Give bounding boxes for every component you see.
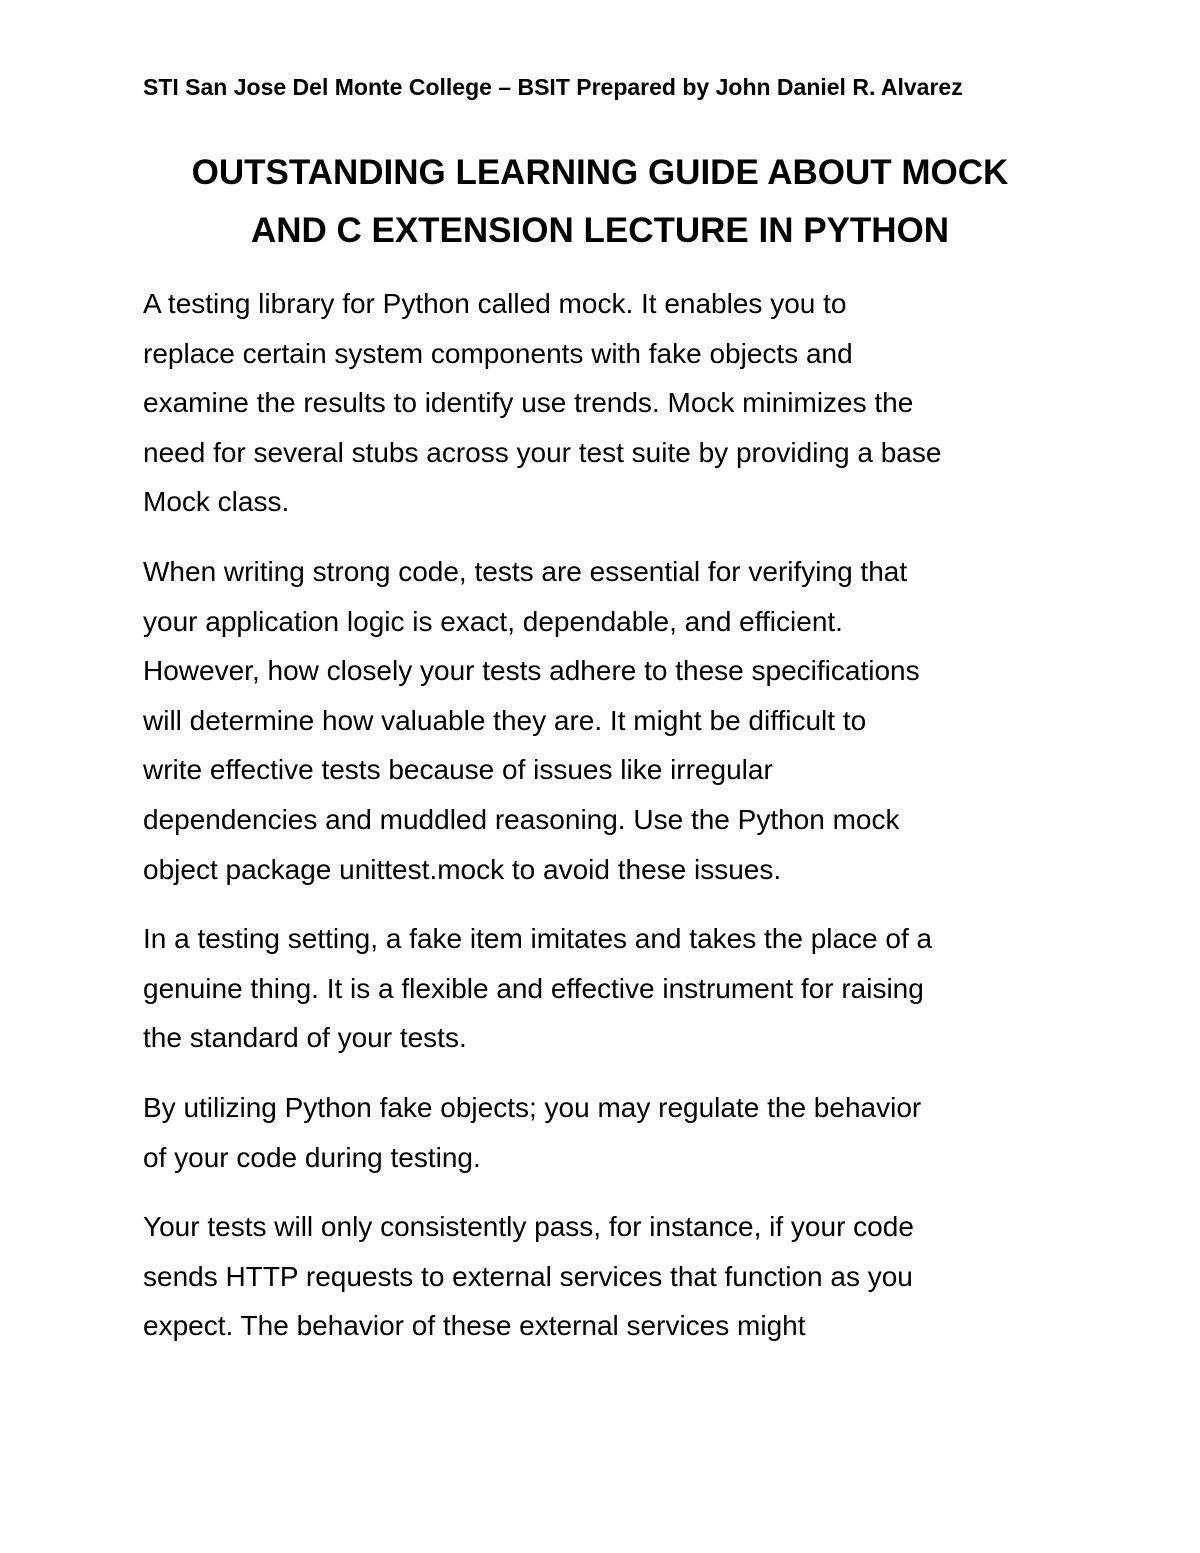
document-title: [100, 144, 1100, 260]
paragraph-2: [143, 547, 1068, 894]
paragraph-line: write effective tests because of issues like irregular: [143, 754, 773, 786]
paragraph-line: expect. The behavior of these external services might: [143, 1310, 806, 1342]
paragraph-line: dependencies and muddled reasoning. Use the Python mock: [143, 803, 900, 835]
paragraph-line: By utilizing Python fake objects; you may regulate the behavior: [143, 1091, 922, 1123]
paragraph-line: replace certain system components with fake objects and: [143, 337, 853, 369]
header-text: STI San Jose Del Monte College – BSIT Prepared by John Daniel R. Alvarez: [143, 74, 963, 100]
page-header: [143, 72, 1063, 102]
document-body: [143, 279, 1068, 1371]
paragraph-5: [143, 1202, 1068, 1351]
title-line: OUTSTANDING LEARNING GUIDE ABOUT MOCK: [191, 153, 1009, 192]
paragraph-line: of your code during testing.: [143, 1141, 481, 1173]
paragraph-1: [143, 279, 1068, 527]
paragraph-line: sends HTTP requests to external services that function as you: [143, 1260, 913, 1292]
paragraph-line: Mock class.: [143, 486, 290, 518]
paragraph-3: [143, 914, 1068, 1063]
paragraph-line: Your tests will only consistently pass, for instance, if your code: [143, 1211, 914, 1243]
paragraph-line: the standard of your tests.: [143, 1022, 467, 1054]
paragraph-line: genuine thing. It is a flexible and effective instrument for raising: [143, 972, 924, 1004]
paragraph-4: [143, 1083, 1068, 1182]
paragraph-line: A testing library for Python called mock. It enables you to: [143, 288, 847, 319]
paragraph-line: your application logic is exact, dependable, and efficient.: [143, 605, 843, 637]
paragraph-line: In a testing setting, a fake item imitates and takes the place of a: [143, 923, 933, 955]
paragraph-line: object package unittest.mock to avoid these issues.: [143, 853, 782, 885]
paragraph-line: When writing strong code, tests are essential for verifying that: [143, 555, 908, 587]
paragraph-line: examine the results to identify use trends. Mock minimizes the: [143, 387, 914, 419]
paragraph-line: However, how closely your tests adhere to these specifications: [143, 655, 920, 687]
title-line: AND C EXTENSION LECTURE IN PYTHON: [250, 211, 950, 250]
paragraph-line: will determine how valuable they are. It might be difficult to: [143, 704, 867, 736]
paragraph-line: need for several stubs across your test suite by providing a base: [143, 436, 942, 468]
